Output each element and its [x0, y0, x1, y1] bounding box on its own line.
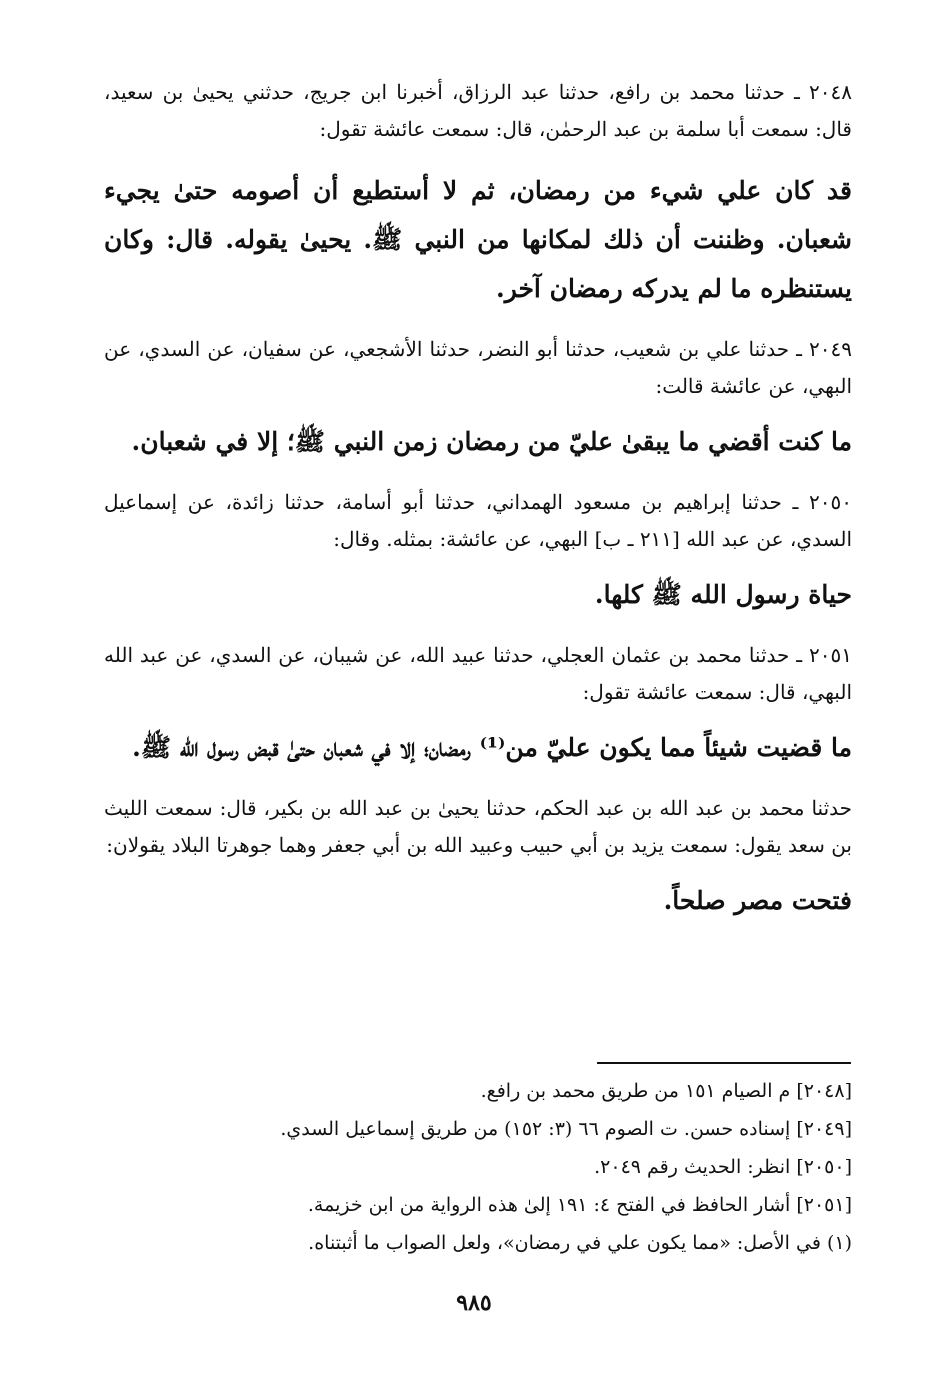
- hadith-2048-matn: قد كان علي شيء من رمضان، ثم لا أستطيع أن أصومه حتىٰ يجيء شعبان. وظننت أن ذلك لمكانها من النبي ﷺ. يحيىٰ يقوله. قال: وكان يستنظره ما لم يدركه رمضان آخر.: [104, 176, 852, 303]
- hadith-2050-matn: حياة رسول الله ﷺ كلها.: [594, 580, 852, 609]
- hadith-2049-matn: ما كنت أقضي ما يبقىٰ عليّ من رمضان زمن النبي ﷺ؛ إلا في شعبان.: [131, 427, 852, 456]
- hadith-2048-isnad: ٢٠٤٨ ـ حدثنا محمد بن رافع، حدثنا عبد الرزاق، أخبرنا ابن جريج، حدثني يحيىٰ بن سعيد، قال: سمعت أبا سلمة بن عبد الرحمٰن، قال: سمعت عائشة تقول:: [104, 80, 852, 141]
- hadith-2050-isnad: ٢٠٥٠ ـ حدثنا إبراهيم بن مسعود الهمداني، حدثنا أبو أسامة، حدثنا زائدة، عن إسماعيل السدي، عن عبد الله [٢١١ ـ ب] البهي، عن عائشة: بمثله. وقال:: [104, 490, 852, 551]
- footnote-2048: [٢٠٤٨] م الصيام ١٥١ من طريق محمد بن رافع.: [480, 1080, 852, 1102]
- footnote-1: (١) في الأصل: «مما يكون علي في رمضان»، ولعل الصواب ما أثبتناه.: [308, 1232, 852, 1254]
- egypt-narration-isnad: حدثنا محمد بن عبد الله بن عبد الحكم، حدثنا يحيىٰ بن عبد الله بن بكير، قال: سمعت الليث بن سعد يقول: سمعت يزيد بن أبي حبيب وعبيد الله بن أبي جعفر وهما جوهرتا البلاد يقولان:: [104, 796, 852, 857]
- footnote-2050: [٢٠٥٠] انظر: الحديث رقم ٢٠٤٩.: [594, 1156, 852, 1178]
- hadith-2049-isnad: ٢٠٤٩ ـ حدثنا علي بن شعيب، حدثنا أبو النضر، حدثنا الأشجعي، عن سفيان، عن السدي، عن البهي، عن عائشة قالت:: [104, 337, 852, 398]
- page-number: ٩٨٥: [456, 1290, 492, 1316]
- egypt-narration-matn: فتحت مصر صلحاً.: [663, 886, 852, 915]
- hadith-2051-matn: ما قضيت شيئاً مما يكون عليّ من⁽¹⁾ رمضان؛ إلا في شعبان حتىٰ قبض رسول الله ﷺ.: [132, 733, 852, 762]
- hadith-2051-isnad: ٢٠٥١ ـ حدثنا محمد بن عثمان العجلي، حدثنا عبيد الله، عن شيبان، عن السدي، عن عبد الله البهي، قال: سمعت عائشة تقول:: [104, 643, 852, 704]
- footnote-2049: [٢٠٤٩] إسناده حسن. ت الصوم ٦٦ (٣: ١٥٢) من طريق إسماعيل السدي.: [280, 1118, 852, 1140]
- footnotes: [100, 1072, 852, 1262]
- main-text: [104, 74, 852, 925]
- footnote-2051: [٢٠٥١] أشار الحافظ في الفتح ٤: ١٩١ إلىٰ هذه الرواية من ابن خزيمة.: [307, 1194, 852, 1216]
- footnote-divider: [597, 1062, 851, 1064]
